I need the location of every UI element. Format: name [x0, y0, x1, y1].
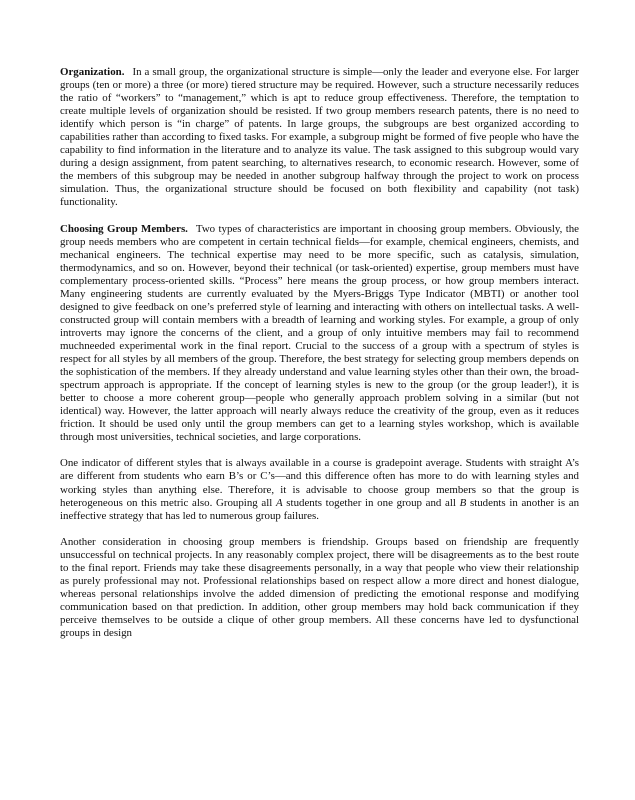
paragraph-text: One indicator of different styles that is always available in a course is gradepoint average. Students with straight A’s are different from students who earn B’s or C’s—and this difference often has more to do with learning styles and working styles than anything else. Therefore, it is advisable to choose group members so that the group is heterogeneous on this metric also. Grouping all	[60, 457, 579, 509]
paragraph-heading: Choosing Group Members.	[60, 222, 188, 235]
paragraph-heading: Organization.	[60, 66, 125, 78]
paragraph-choosing-group-members	[60, 223, 579, 445]
paragraph-text: students in another is an ineffective strategy that has led to numerous group failures.	[60, 496, 580, 522]
paragraph-organization	[60, 66, 579, 210]
paragraph-text-italic: B	[459, 496, 467, 509]
document-page	[60, 66, 579, 653]
paragraph-gradepoint-indicator	[60, 457, 579, 522]
paragraph-text: In a small group, the organizational structure is simple—only the leader and everyone else. For larger groups (ten or more) a three (or more) tiered structure may be required. However, such a structure necessarily reduces the ratio of “workers” to “management,” which is apt to reduce group effectiveness. Therefore, the temptation to create multiple levels of organization should be resisted. If two group members research patents, there is no need to identify which person is “in charge” of patents. In large groups, the subgroups are best organized according to capabilities rather than according to fixed tasks. For example, a subgroup might be formed of five people who have the capability to find information in the literature and to analyze its value. The task assigned to this subgroup would vary during a design assignment, from patent searching, to alternatives research, to economic research. However, some of the members of this subgroup may be needed in another subgroup halfway through the project to work on process simulation. Thus, the organizational structure should be focused on both flexibility and capability (not task) functionality.	[60, 66, 579, 209]
paragraph-text-italic: A	[275, 496, 283, 509]
paragraph-text: Two types of characteristics are important in choosing group members. Obviously, the group needs members who are competent in certain technical fields—for example, chemical engineers, chemists, and mechanical engineers. The technical expertise may need to be more specific, such as catalysis, simulation, thermodynamics, and so on. However, beyond their technical (or task-oriented) expertise, group members must have complementary process-oriented skills. “Process” here means the group process, or how group members interact. Many engineering students are currently evaluated by the Myers-Briggs Type Indicator (MBTI) or another tool designed to give feedback on one’s preferred style of learning and interacting with others on intellectual tasks. A well-constructed group will contain members with a breadth of learning and working styles. For example, a group of only introverts may ignore the concerns of the client, and a group of only intuitive members may fail to recommend muchneeded experimental work in the final report. Crucial to the success of a group with a spectrum of styles is respect for all styles by all members of the group. Therefore, the best strategy for selecting group members depends on the sophistication of the members. If they already understand and value learning styles other than their own, the broad-spectrum approach is appropriate. If the concept of learning styles is new to the group (or the group leader!), it is better to choose a more coherent group—people who generally approach problem solving in a similar (but not identical) way. However, the latter approach will nearly always reduce the creativity of the group, even as it reduces friction. It should be used only until the group members can get to a learning styles workshop, which is available through most universities, technical societies, and large corporations.	[60, 222, 580, 444]
paragraph-friendship	[60, 536, 579, 640]
paragraph-text: Another consideration in choosing group members is friendship. Groups based on friendship are frequently unsuccessful on technical projects. In any reasonably complex project, there will be disagreements as to the best route to the final report. Friends may take these disagreements personally, in a way that people who view their relationship as purely professional may not. Professional relationships based on respect allow a more direct and honest dialogue, whereas personal relationships involve the added dimension of predicting the emotional response and modifying communication based on that prediction. In addition, other group members may hold back communication if they perceive themselves to be outside a clique of other group members. All these concerns have led to dysfunctional groups in design	[60, 535, 579, 640]
paragraph-text: students together in one group and all	[282, 496, 460, 509]
